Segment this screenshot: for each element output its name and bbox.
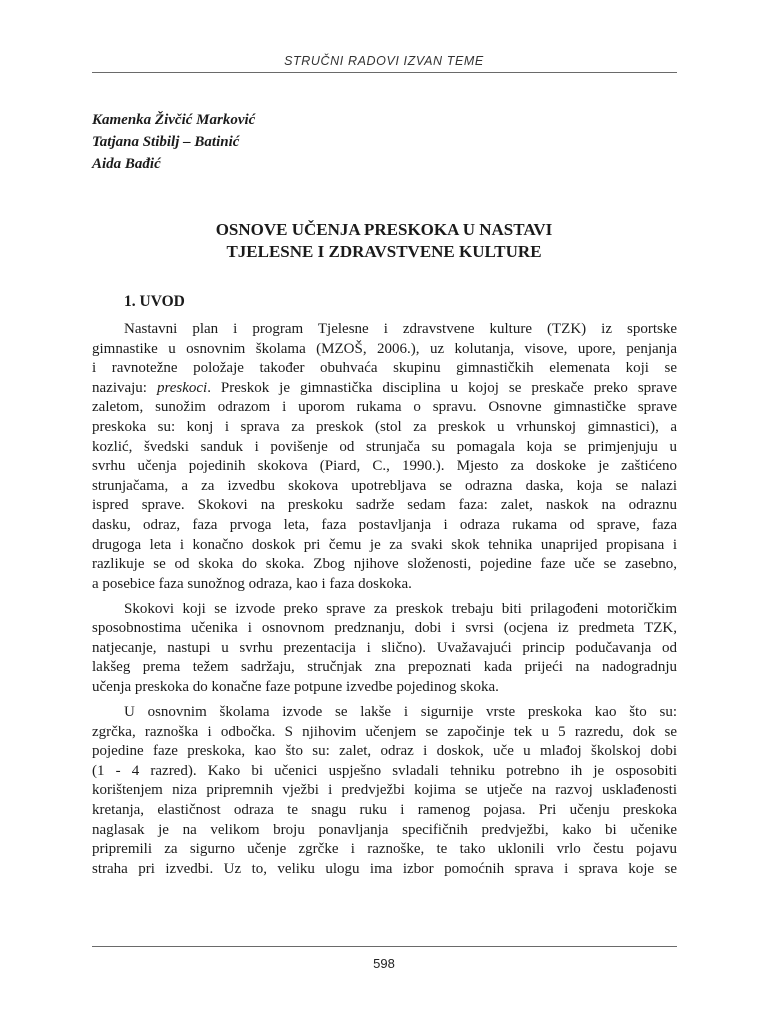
- paragraph-line: pripremili za sigurno učenje zgrčke i raznoške, te tako uklonili vrlo čestu pojavu: [92, 841, 677, 858]
- paragraph-line: lakšeg prema težem sadržaju, stručnjak zna prepoznati kada prijeći na nadogradnju: [92, 659, 677, 676]
- line-text: nazivaju:: [92, 379, 157, 396]
- paragraph-line: [92, 379, 677, 399]
- footer-rule: [92, 946, 677, 947]
- page-number: 598: [373, 956, 395, 971]
- title-line: OSNOVE UČENJA PRESKOKA U NASTAVI: [215, 220, 553, 239]
- line-text: . Preskok je gimnastička disciplina u kojoj se preskače preko sprave: [207, 379, 677, 396]
- paragraph-line: zgrčka, raznoška i odbočka. S njihovim učenjem se započinje tek u 5 razredu, dok se: [92, 723, 677, 740]
- paragraph: [92, 703, 677, 879]
- article-title: [0, 219, 768, 263]
- author-list: [92, 109, 255, 175]
- paragraph-line: i ravnotežne položaje također obuhvaća skupinu gimnastičkih elemenata koji se: [92, 360, 677, 377]
- paragraph-line: dasku, odraz, faza prvoga leta, faza postavljanja i odraza rukama od sprave, faza: [92, 516, 677, 533]
- paragraph-line: gimnastike u osnovnim školama (MZOŠ, 2006.), uz kolutanja, visove, upore, penjanja: [92, 340, 677, 357]
- paragraph-line: U osnovnim školama izvode se lakše i sigurnije vrste preskoka kao što su:: [124, 704, 677, 721]
- paragraph-line: ispred sprave. Skokovi na preskoku sadrže sedam faza: zalet, naskok na odraznu: [92, 497, 677, 514]
- paragraph-line: sposobnostima učenika i osnovnom predznanju, dobi i svrsi (ocjena iz predmeta TZK,: [92, 620, 677, 637]
- paragraph-line: zaletom, sunožim odrazom i uporom rukama o spravu. Osnovne gimnastičke sprave: [92, 399, 677, 416]
- paragraph-line: strunjačama, a za izvedbu skokova upotrebljava se odrazna daska, koja se nalazi: [92, 477, 677, 494]
- header-rule: [92, 72, 677, 73]
- paragraph-line: (1 - 4 razred). Kako bi učenici uspješno svladali tehniku potrebno ih je osposobiti: [92, 762, 677, 779]
- paragraph-line: natjecanje, nastupi u svrhu prezentacija i slično). Uvažavajući princip podučavanja od: [92, 639, 677, 656]
- paragraph: [92, 320, 677, 594]
- section-heading: 1. UVOD: [124, 293, 185, 310]
- paragraph-line: naglasak je na velikom broju ponavljanja specifičnih predvježbi, kako bi učenike: [92, 821, 677, 838]
- paragraph-line: korištenjem niza pripremnih vježbi i predvježbi kojima se utječe na razvoj usklađenosti: [92, 782, 677, 799]
- italic-term: preskoci: [156, 379, 208, 396]
- paragraph-line: kretanja, elastičnost odraza te snagu ruku i ramenog pojasa. Pri učenju preskoka: [92, 802, 677, 819]
- paragraph-line: Skokovi koji se izvode preko sprave za preskok trebaju biti prilagođeni motoričkim: [124, 600, 677, 617]
- paragraph-line: kozlić, švedski sanduk i povišenje od strunjača su pomagala koja se primjenjuju u: [92, 438, 677, 455]
- author-name: Tatjana Stibilj – Batinić: [92, 134, 240, 150]
- paragraph-line: razlikuje se od skoka do skoka. Zbog njihove složenosti, pojedine faze uče se zasebno,: [92, 556, 677, 573]
- paragraph: [92, 600, 677, 698]
- paragraph-line: straha pri izvedbi. Uz to, veliku ulogu ima izbor pomoćnih sprava i sprava koje se: [92, 860, 677, 877]
- paragraph-line: drugoga leta i konačno doskok pri čemu je za svaki skok tehnika unaprijed propisana i: [92, 536, 677, 553]
- paragraph-line: pojedine faze preskoka, kao što su: zalet, odraz i doskok, uče u mlađoj školskoj dobi: [92, 743, 677, 760]
- paragraph-line: svrhu učenja pojedinih skokova (Piard, C., 1990.). Mjesto za doskoke je zaštićeno: [92, 458, 677, 475]
- paragraph-line: Nastavni plan i program Tjelesne i zdravstvene kulture (TZK) iz sportske: [124, 321, 677, 337]
- body-text: [92, 320, 677, 879]
- author-name: Kamenka Živčić Marković: [92, 112, 256, 128]
- paragraph-line: a posebice faza sunožnog odraza, kao i faza doskoka.: [92, 575, 412, 592]
- paragraph-line: učenja preskoka do konačne faze potpune izvedbe pojedinog skoka.: [92, 679, 499, 696]
- paragraph-line: preskoka su: konj i sprava za preskok (stol za preskok u vrhunskoj gimnastici), a: [92, 418, 677, 435]
- title-line: TJELESNE I ZDRAVSTVENE KULTURE: [226, 242, 542, 261]
- running-header: STRUČNI RADOVI IZVAN TEME: [284, 54, 484, 68]
- author-name: Aida Bađić: [92, 156, 161, 172]
